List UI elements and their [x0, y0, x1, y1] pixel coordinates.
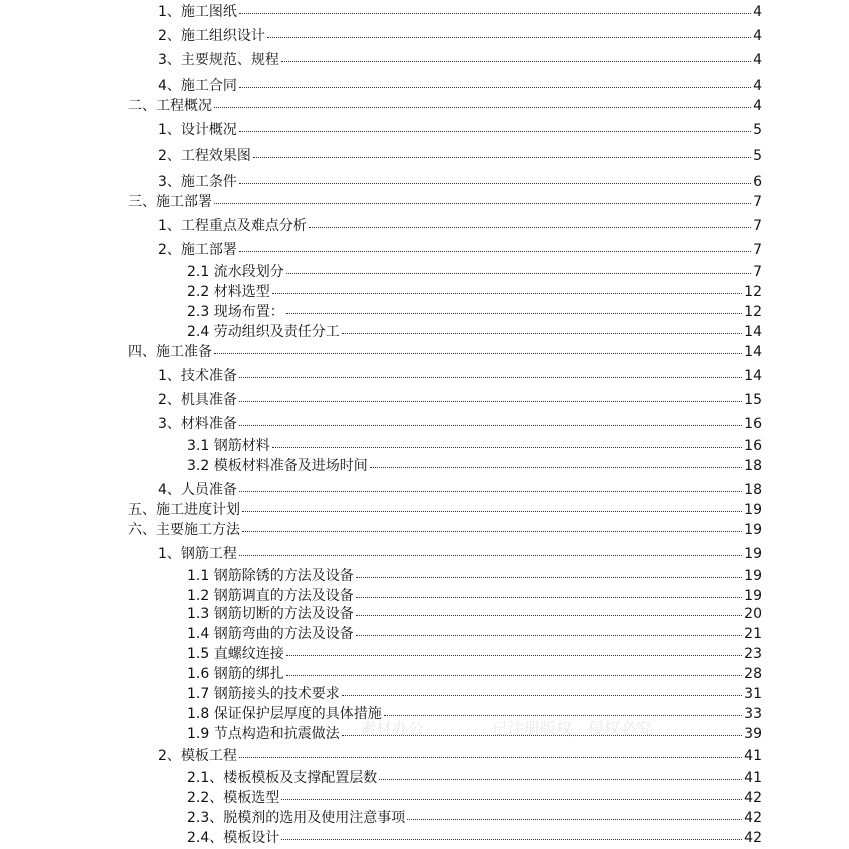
toc-entry-title: 2、工程效果图	[158, 148, 251, 164]
toc-entry-page: 7	[753, 242, 762, 258]
toc-entry-page: 19	[744, 502, 762, 518]
toc-entry-page: 5	[753, 122, 762, 138]
toc-entry[interactable]	[187, 282, 762, 302]
dot-leader	[281, 798, 742, 800]
toc-entry-title: 1.4 钢筋弯曲的方法及设备	[187, 626, 354, 642]
toc-entry-title: 1、设计概况	[158, 122, 237, 138]
toc-entry-page: 7	[753, 218, 762, 234]
dot-leader	[239, 400, 742, 402]
toc-entry[interactable]	[187, 624, 762, 644]
watermark-text: 已注册版权，侵权必究	[492, 719, 653, 738]
dot-leader	[267, 36, 751, 38]
dot-leader	[214, 106, 751, 108]
toc-entry-title: 2、施工组织设计	[158, 28, 265, 44]
dot-leader	[286, 312, 742, 314]
toc-entry-title: 1.6 钢筋的绑扎	[187, 666, 284, 682]
toc-entry[interactable]	[187, 436, 762, 456]
dot-leader	[239, 250, 751, 252]
toc-entry-title: 3、材料准备	[158, 416, 237, 432]
toc-entry-page: 4	[753, 28, 762, 44]
toc-entry-title: 四、施工准备	[128, 344, 212, 360]
toc-entry[interactable]	[158, 216, 762, 236]
dot-leader	[253, 156, 751, 158]
toc-entry[interactable]	[158, 544, 762, 564]
toc-entry-page: 19	[744, 568, 762, 584]
dot-leader	[239, 130, 751, 132]
toc-entry-title: 五、施工进度计划	[128, 502, 240, 518]
toc-entry-title: 1.9 节点构造和抗震做法	[187, 726, 340, 742]
toc-entry-title: 三、施工部署	[128, 194, 212, 210]
dot-leader	[214, 202, 751, 204]
toc-entry[interactable]	[187, 664, 762, 684]
toc-entry[interactable]	[187, 808, 762, 828]
toc-entry[interactable]	[158, 480, 762, 500]
toc-entry-title: 2.4、模板设计	[187, 830, 280, 846]
toc-entry-title: 3.2 模板材料准备及进场时间	[187, 458, 368, 474]
toc-entry[interactable]	[128, 192, 762, 212]
toc-entry[interactable]	[187, 262, 762, 282]
toc-entry-page: 39	[744, 726, 762, 742]
toc-entry[interactable]	[187, 322, 762, 342]
toc-entry[interactable]	[128, 500, 762, 520]
toc-entry-title: 1、钢筋工程	[158, 546, 237, 562]
toc-entry-page: 21	[744, 626, 762, 642]
toc-entry-page: 28	[744, 666, 762, 682]
toc-entry-title: 3、施工条件	[158, 174, 237, 190]
dot-leader	[281, 838, 742, 840]
dot-leader	[239, 376, 742, 378]
dot-leader	[356, 634, 742, 636]
toc-entry-page: 42	[744, 810, 762, 826]
toc-entry[interactable]	[128, 342, 762, 362]
toc-entry[interactable]	[158, 146, 762, 166]
toc-entry-page: 5	[753, 148, 762, 164]
toc-entry-title: 1.7 钢筋接头的技术要求	[187, 686, 340, 702]
toc-entry-title: 2.4 劳动组织及责任分工	[187, 324, 340, 340]
watermark-text: 素材办公	[360, 719, 425, 738]
dot-leader	[342, 694, 742, 696]
dot-leader	[379, 778, 742, 780]
toc-entry-page: 16	[744, 438, 762, 454]
toc-entry[interactable]	[158, 390, 762, 410]
toc-entry-page: 19	[744, 546, 762, 562]
toc-entry-title: 2.1 流水段划分	[187, 264, 284, 280]
toc-entry[interactable]	[158, 50, 762, 70]
toc-entry-title: 1.3 钢筋切断的方法及设备	[187, 606, 354, 622]
dot-leader	[239, 554, 742, 556]
toc-entry[interactable]	[187, 456, 762, 476]
toc-entry[interactable]	[187, 684, 762, 704]
dot-leader	[384, 714, 742, 716]
dot-leader	[239, 756, 742, 758]
toc-entry[interactable]	[158, 414, 762, 434]
toc-entry-title: 3、主要规范、规程	[158, 52, 279, 68]
toc-entry-page: 12	[744, 304, 762, 320]
toc-entry-page: 41	[744, 748, 762, 764]
toc-entry[interactable]	[187, 768, 762, 788]
dot-leader	[309, 226, 751, 228]
toc-entry[interactable]	[158, 76, 762, 96]
toc-entry-page: 42	[744, 830, 762, 846]
toc-entry-page: 4	[753, 52, 762, 68]
toc-entry-page: 20	[744, 606, 762, 622]
dot-leader	[342, 734, 742, 736]
toc-entry[interactable]	[187, 704, 762, 724]
dot-leader	[239, 182, 751, 184]
toc-entry-page: 6	[753, 174, 762, 190]
dot-leader	[242, 530, 742, 532]
toc-entry[interactable]	[187, 604, 762, 624]
toc-entry-page: 23	[744, 646, 762, 662]
dot-leader	[286, 674, 742, 676]
dot-leader	[281, 60, 751, 62]
toc-entry-title: 2.3 现场布置：	[187, 304, 284, 320]
dot-leader	[356, 614, 742, 616]
toc-entry[interactable]	[128, 520, 762, 540]
toc-entry-title: 4、人员准备	[158, 482, 237, 498]
dot-leader	[370, 466, 742, 468]
toc-entry[interactable]	[158, 172, 762, 192]
dot-leader	[342, 332, 742, 334]
toc-entry-page: 19	[744, 522, 762, 538]
toc-entry-title: 2.3、脱模剂的选用及使用注意事项	[187, 810, 406, 826]
toc-entry-page: 14	[744, 324, 762, 340]
dot-leader	[239, 12, 751, 14]
toc-entry-title: 六、主要施工方法	[128, 522, 240, 538]
toc-entry-title: 1、技术准备	[158, 368, 237, 384]
toc-entry[interactable]	[187, 644, 762, 664]
dot-leader	[407, 818, 742, 820]
toc-entry-page: 16	[744, 416, 762, 432]
dot-leader	[272, 446, 742, 448]
toc-entry-page: 31	[744, 686, 762, 702]
toc-entry-title: 二、工程概况	[128, 98, 212, 114]
toc-entry-page: 4	[753, 98, 762, 114]
toc-entry-title: 2.2、模板选型	[187, 790, 280, 806]
toc-entry[interactable]	[128, 96, 762, 116]
dot-leader	[214, 352, 742, 354]
toc-entry-page: 12	[744, 284, 762, 300]
dot-leader	[239, 86, 751, 88]
toc-entry[interactable]	[158, 120, 762, 140]
toc-entry-page: 7	[753, 264, 762, 280]
toc-entry-page: 41	[744, 770, 762, 786]
toc-entry-page: 42	[744, 790, 762, 806]
toc-entry-title: 2.2 材料选型	[187, 284, 270, 300]
toc-entry-title: 2、模板工程	[158, 748, 237, 764]
dot-leader	[272, 292, 742, 294]
toc-entry-title: 1、工程重点及难点分析	[158, 218, 307, 234]
toc-entry[interactable]	[187, 566, 762, 586]
dot-leader	[239, 490, 742, 492]
toc-entry[interactable]	[187, 724, 762, 744]
toc-entry-page: 15	[744, 392, 762, 408]
toc-entry-title: 1.2 钢筋调直的方法及设备	[187, 588, 354, 604]
dot-leader	[356, 576, 742, 578]
toc-entry-title: 1.1 钢筋除锈的方法及设备	[187, 568, 354, 584]
toc-entry[interactable]	[158, 746, 762, 766]
toc-entry-title: 2、施工部署	[158, 242, 237, 258]
toc-entry[interactable]	[187, 788, 762, 808]
toc-entry-page: 14	[744, 368, 762, 384]
toc-entry[interactable]	[187, 586, 762, 606]
dot-leader	[242, 510, 742, 512]
toc-entry-title: 1.5 直螺纹连接	[187, 646, 284, 662]
toc-entry[interactable]	[158, 26, 762, 46]
toc-entry-page: 7	[753, 194, 762, 210]
toc-entry-title: 2.1、楼板模板及支撑配置层数	[187, 770, 378, 786]
dot-leader	[286, 272, 751, 274]
toc-entry-title: 1.8 保证保护层厚度的具体措施	[187, 706, 382, 722]
toc-entry-page: 33	[744, 706, 762, 722]
toc-entry-page: 18	[744, 458, 762, 474]
toc-entry-page: 14	[744, 344, 762, 360]
toc-entry[interactable]	[158, 366, 762, 386]
toc-entry[interactable]	[187, 828, 762, 848]
toc-entry[interactable]	[158, 240, 762, 260]
toc-entry-title: 1、施工图纸	[158, 4, 237, 20]
dot-leader	[239, 424, 742, 426]
dot-leader	[356, 596, 742, 598]
dot-leader	[286, 654, 742, 656]
toc-entry-title: 3.1 钢筋材料	[187, 438, 270, 454]
toc-entry-page: 19	[744, 588, 762, 604]
toc-entry-page: 4	[753, 78, 762, 94]
toc-entry-title: 2、机具准备	[158, 392, 237, 408]
toc-entry[interactable]	[187, 302, 762, 322]
toc-entry-page: 4	[753, 4, 762, 20]
toc-entry[interactable]	[158, 2, 762, 22]
toc-entry-page: 18	[744, 482, 762, 498]
toc-entry-title: 4、施工合同	[158, 78, 237, 94]
